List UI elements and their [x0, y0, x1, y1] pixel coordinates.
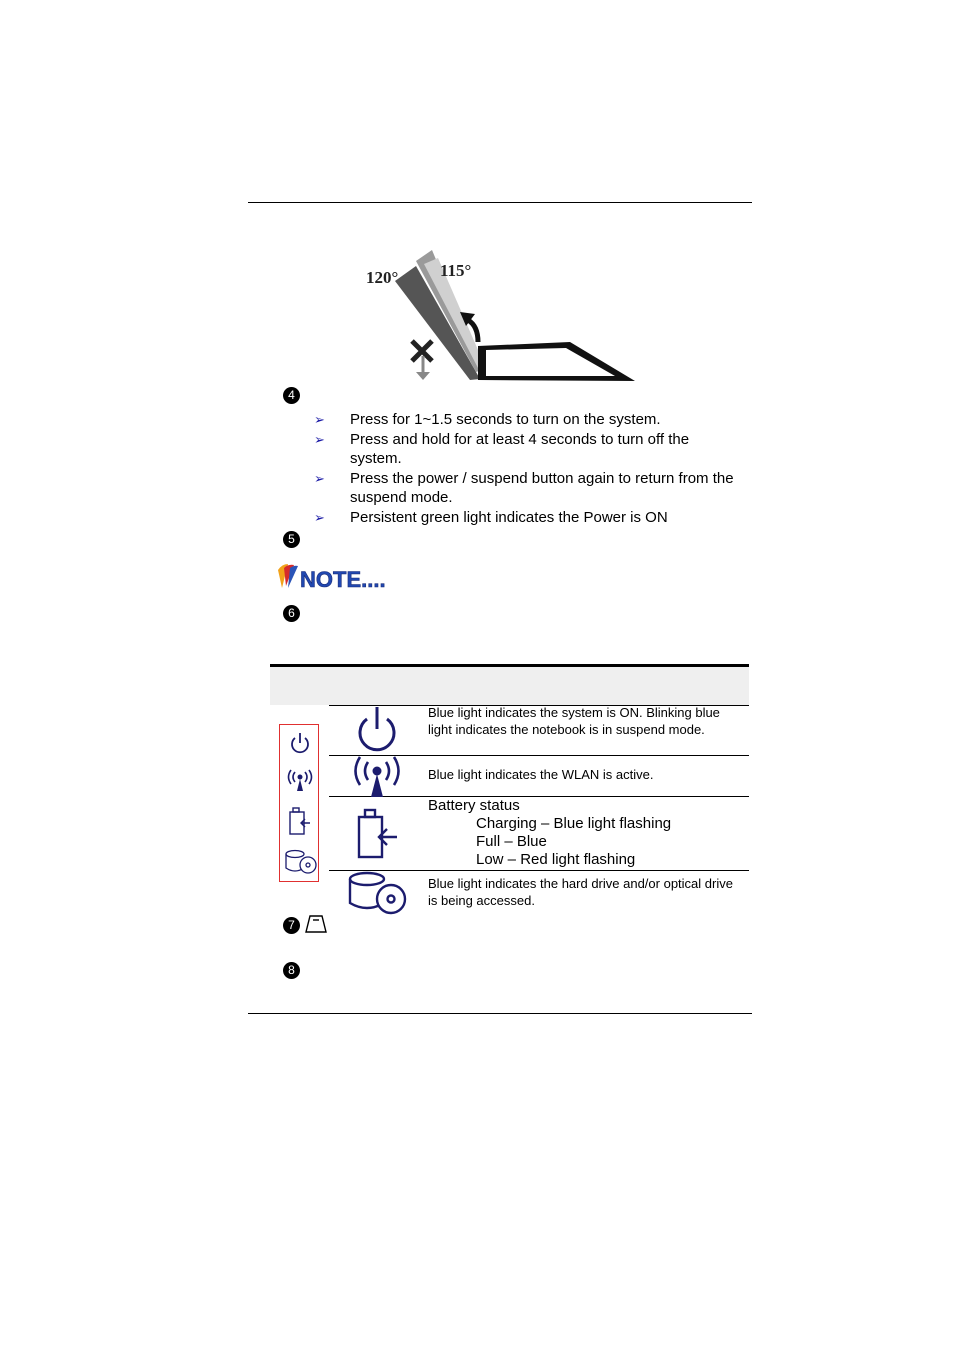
marker-4: 4: [283, 387, 300, 404]
angle-label-115: 115°: [440, 261, 472, 280]
arrow-bullet-icon: ➢: [314, 431, 325, 447]
wlan-icon-large: [350, 754, 404, 798]
arrow-bullet-icon: ➢: [314, 412, 325, 427]
lid-angle-illustration: [360, 246, 640, 386]
power-indicator-desc: Blue light indicates the system is ON. Blinking blue light indicates the notebook is in suspend mode.: [428, 705, 720, 737]
top-rule: [248, 202, 752, 203]
bullet-item: ➢ Press for 1~1.5 seconds to turn on the system.: [314, 411, 661, 428]
marker-5: 5: [283, 531, 300, 548]
drive-indicator-desc: Blue light indicates the hard drive and/or optical drive is being accessed.: [428, 876, 733, 908]
touchpad-icon: [304, 914, 328, 934]
angle-label-120: 120°: [366, 268, 399, 287]
battery-full-text: Full – Blue: [476, 833, 547, 850]
bullet-item: ➢ Persistent green light indicates the Power is ON: [314, 508, 668, 526]
bullet-item: ➢ Press and hold for at least 4 seconds to turn off the system.: [314, 430, 690, 467]
battery-low-text: Low – Red light flashing: [476, 851, 636, 868]
wlan-indicator-desc: Blue light indicates the WLAN is active.: [428, 767, 654, 782]
drive-icon: [284, 849, 318, 875]
arrow-bullet-icon: ➢: [314, 509, 325, 525]
battery-icon-large: [354, 808, 400, 860]
power-icon-large: [352, 705, 402, 755]
marker-7: 7: [283, 917, 300, 934]
battery-status-title: Battery status: [428, 797, 520, 814]
power-button-bullets: [314, 410, 744, 527]
bullet-item: ➢ Press the power / suspend button again to return from the suspend mode.: [314, 469, 734, 506]
note-logo: [276, 562, 406, 592]
svg-text:NOTE....: NOTE....: [300, 567, 386, 592]
battery-status-block: [428, 797, 671, 869]
bottom-rule: [248, 1013, 752, 1014]
marker-8: 8: [283, 962, 300, 979]
marker-6: 6: [283, 605, 300, 622]
power-icon: [288, 731, 312, 757]
arrow-bullet-icon: ➢: [314, 470, 325, 486]
battery-icon: [288, 807, 314, 837]
table-header: [270, 667, 749, 705]
drive-icon-large: [347, 871, 409, 915]
wlan-icon: [285, 768, 315, 792]
battery-charging-text: Charging – Blue light flashing: [476, 815, 672, 832]
